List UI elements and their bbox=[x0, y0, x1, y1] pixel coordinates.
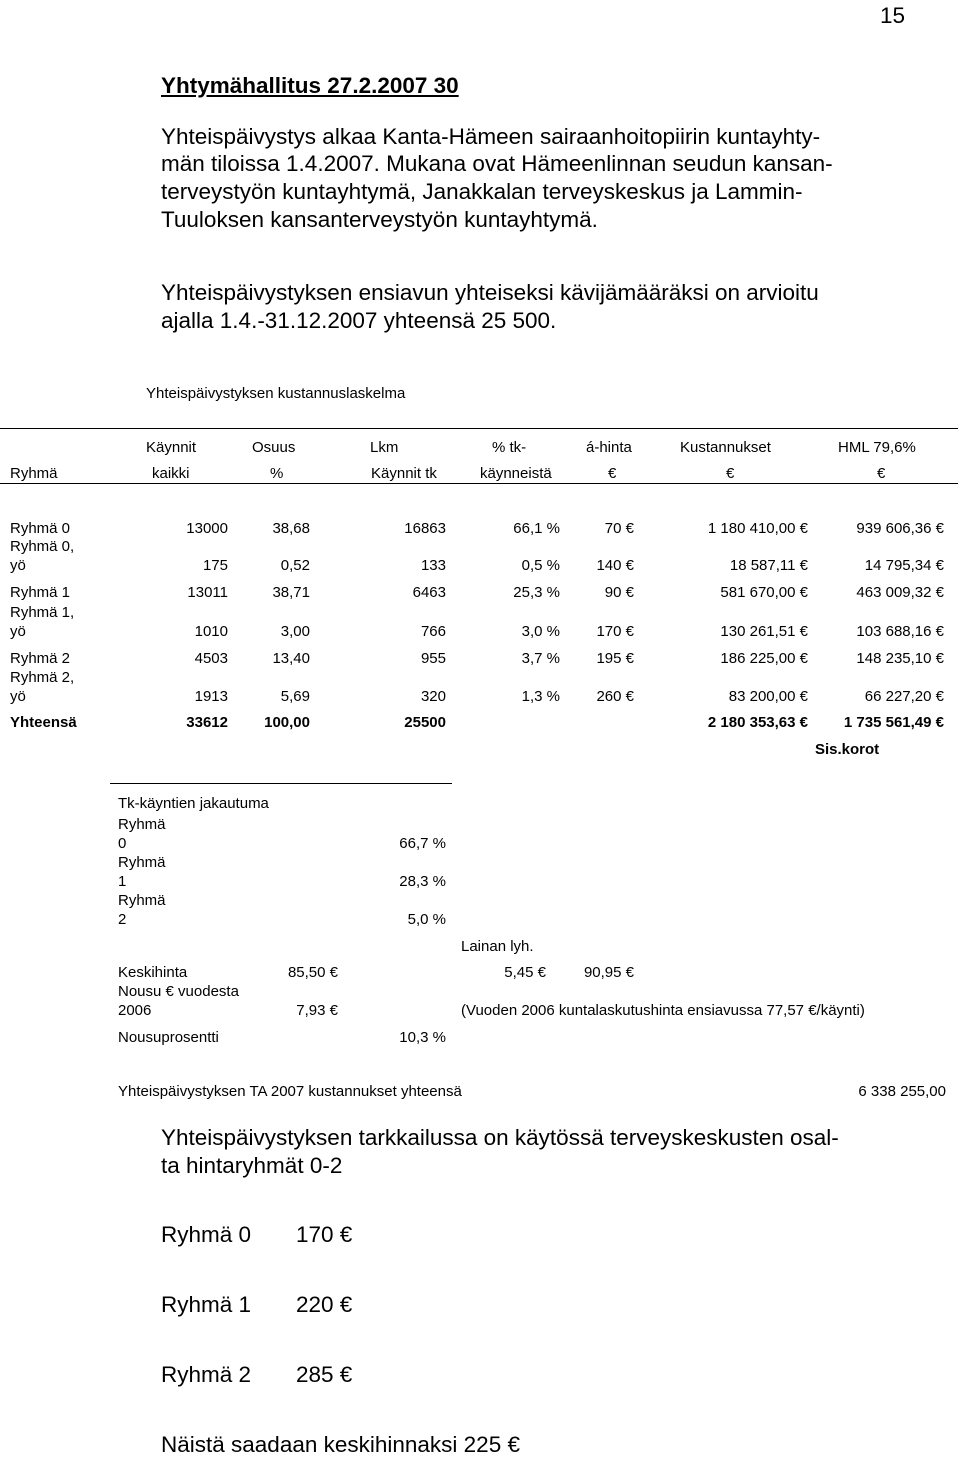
total-lkm: 25500 bbox=[404, 714, 446, 731]
cell-kustannukset: 83 200,00 € bbox=[728, 688, 808, 705]
price-group-label: Ryhmä 1 bbox=[161, 1292, 252, 1317]
cell-pct: 3,7 % bbox=[521, 650, 560, 667]
price-group-value: 220 € bbox=[296, 1292, 353, 1317]
total-kustannukset: 2 180 353,63 € bbox=[707, 714, 808, 731]
sis-korot-note: Sis.korot bbox=[815, 741, 880, 758]
cell-ahinta: 70 € bbox=[604, 520, 634, 537]
col-header: Osuus bbox=[252, 439, 296, 456]
tk-group-label: Ryhmä bbox=[118, 892, 166, 909]
cell-ahinta: 90 € bbox=[604, 584, 634, 601]
col-header: % bbox=[270, 465, 284, 482]
price-group-label: Ryhmä 0 bbox=[161, 1222, 252, 1247]
paragraph-line: Yhteispäivystyksen ensiavun yhteiseksi kävijämääräksi on arvioitu bbox=[161, 280, 819, 305]
col-header: Käynnit bbox=[146, 439, 197, 456]
cell-hml: 463 009,32 € bbox=[856, 584, 944, 601]
cell-lkm: 766 bbox=[420, 623, 446, 640]
total-hml: 1 735 561,49 € bbox=[843, 714, 944, 731]
cell-hml: 66 227,20 € bbox=[864, 688, 944, 705]
cell-osuus: 5,69 bbox=[280, 688, 310, 705]
col-header: á-hinta bbox=[586, 439, 632, 456]
nousuprosentti-label: Nousuprosentti bbox=[118, 1029, 219, 1046]
cell-kaynnit: 1913 bbox=[194, 688, 228, 705]
row-label: Ryhmä 0, bbox=[10, 538, 75, 555]
row-label-sub: yö bbox=[10, 623, 26, 640]
cell-osuus: 38,71 bbox=[272, 584, 310, 601]
price-group-label: Ryhmä 2 bbox=[161, 1362, 252, 1387]
price-group-value: 285 € bbox=[296, 1362, 353, 1387]
row-label-sub: yö bbox=[10, 688, 26, 705]
paragraph-line: Yhteispäivystys alkaa Kanta-Hämeen sairaanhoitopiirin kuntayhty- bbox=[161, 124, 821, 149]
table-title: Yhteispäivystyksen kustannuslaskelma bbox=[146, 385, 406, 402]
cell-pct: 3,0 % bbox=[521, 623, 560, 640]
row-label: Ryhmä 1, bbox=[10, 604, 75, 621]
col-header: Ryhmä bbox=[10, 465, 58, 482]
col-header: käynneistä bbox=[480, 465, 552, 482]
keskihinta-label: Keskihinta bbox=[118, 964, 188, 981]
keskihinta-total: 90,95 € bbox=[583, 964, 634, 981]
cell-kaynnit: 13000 bbox=[186, 520, 228, 537]
col-header: kaikki bbox=[152, 465, 190, 482]
cell-kustannukset: 581 670,00 € bbox=[720, 584, 808, 601]
cell-pct: 0,5 % bbox=[521, 557, 560, 574]
row-label: Ryhmä 2, bbox=[10, 669, 75, 686]
total-osuus: 100,00 bbox=[264, 714, 310, 731]
cell-hml: 148 235,10 € bbox=[856, 650, 944, 667]
paragraph-line: ajalla 1.4.-31.12.2007 yhteensä 25 500. bbox=[161, 308, 557, 333]
row-label: Ryhmä 1 bbox=[10, 584, 71, 601]
tk-group-value: 66,7 % bbox=[399, 835, 446, 852]
page-heading: Yhtymähallitus 27.2.2007 30 bbox=[161, 73, 459, 98]
nousu-note: (Vuoden 2006 kuntalaskutushinta ensiavussa 77,57 €/käynti) bbox=[461, 1002, 865, 1019]
cell-pct: 1,3 % bbox=[521, 688, 560, 705]
final-line: Näistä saadaan keskihinnaksi 225 € bbox=[161, 1432, 520, 1457]
paragraph-line: Tuuloksen kansanterveystyön kuntayhtymä. bbox=[161, 207, 598, 232]
euro-sign: € bbox=[726, 465, 735, 482]
nousu-value: 7,93 € bbox=[296, 1002, 338, 1019]
col-header: Kustannukset bbox=[680, 439, 771, 456]
tk-group-value: 5,0 % bbox=[407, 911, 446, 928]
row-label-sub: yö bbox=[10, 557, 26, 574]
tk-group-label: 0 bbox=[118, 835, 127, 852]
tk-group-label: 1 bbox=[118, 873, 127, 890]
col-header: % tk- bbox=[492, 439, 527, 456]
cell-lkm: 133 bbox=[420, 557, 446, 574]
nousu-label: Nousu € vuodesta bbox=[118, 983, 239, 1000]
col-header: Lkm bbox=[370, 439, 399, 456]
row-label: Ryhmä 2 bbox=[10, 650, 71, 667]
cell-kaynnit: 4503 bbox=[194, 650, 228, 667]
lainan-value: 5,45 € bbox=[504, 964, 546, 981]
cell-kustannukset: 130 261,51 € bbox=[720, 623, 808, 640]
paragraph-line: Yhteispäivystyksen tarkkailussa on käytössä terveyskeskusten osal- bbox=[161, 1125, 839, 1150]
total-label: Yhteensä bbox=[10, 714, 77, 731]
row-label: Ryhmä 0 bbox=[10, 520, 71, 537]
paragraph-line: terveystyön kuntayhtymä, Janakkalan terveyskeskus ja Lammin- bbox=[161, 179, 803, 204]
cell-osuus: 38,68 bbox=[272, 520, 310, 537]
cell-lkm: 955 bbox=[420, 650, 446, 667]
cell-osuus: 0,52 bbox=[280, 557, 310, 574]
tk-group-label: 2 bbox=[118, 911, 127, 928]
cell-kaynnit: 175 bbox=[202, 557, 228, 574]
paragraph-line: män tiloissa 1.4.2007. Mukana ovat Hämeenlinnan seudun kansan- bbox=[161, 151, 833, 176]
cell-ahinta: 140 € bbox=[596, 557, 634, 574]
cell-kaynnit: 1010 bbox=[194, 623, 228, 640]
tk-group-label: Ryhmä bbox=[118, 816, 166, 833]
cell-hml: 103 688,16 € bbox=[856, 623, 944, 640]
total-kaynnit: 33612 bbox=[186, 714, 228, 731]
page-number: 15 bbox=[880, 3, 906, 28]
table-header-rule bbox=[0, 483, 958, 484]
paragraph-line: ta hintaryhmät 0-2 bbox=[161, 1153, 343, 1178]
cell-ahinta: 260 € bbox=[596, 688, 634, 705]
cell-pct: 66,1 % bbox=[513, 520, 560, 537]
cell-lkm: 6463 bbox=[412, 584, 446, 601]
cell-kustannukset: 18 587,11 € bbox=[729, 557, 808, 574]
tk-group-value: 28,3 % bbox=[399, 873, 446, 890]
euro-sign: € bbox=[608, 465, 617, 482]
ta-value: 6 338 255,00 bbox=[858, 1083, 946, 1100]
tk-title: Tk-käyntien jakautuma bbox=[118, 795, 269, 812]
cell-kaynnit: 13011 bbox=[187, 584, 228, 601]
cell-ahinta: 195 € bbox=[596, 650, 634, 667]
tk-box-rule bbox=[110, 783, 452, 784]
cell-hml: 14 795,34 € bbox=[864, 557, 944, 574]
cell-kustannukset: 186 225,00 € bbox=[720, 650, 808, 667]
cell-lkm: 16863 bbox=[404, 520, 446, 537]
lainan-label: Lainan lyh. bbox=[461, 938, 534, 955]
ta-label: Yhteispäivystyksen TA 2007 kustannukset yhteensä bbox=[118, 1083, 462, 1100]
col-header: Käynnit tk bbox=[371, 465, 437, 482]
cell-osuus: 3,00 bbox=[280, 623, 310, 640]
cell-kustannukset: 1 180 410,00 € bbox=[707, 520, 808, 537]
price-group-value: 170 € bbox=[296, 1222, 353, 1247]
tk-group-label: Ryhmä bbox=[118, 854, 166, 871]
cell-pct: 25,3 % bbox=[513, 584, 560, 601]
cell-lkm: 320 bbox=[420, 688, 446, 705]
euro-sign: € bbox=[877, 465, 886, 482]
table-top-rule bbox=[0, 428, 958, 429]
nousu-label: 2006 bbox=[118, 1002, 152, 1019]
cell-osuus: 13,40 bbox=[272, 650, 310, 667]
col-header: HML 79,6% bbox=[838, 439, 916, 456]
cell-hml: 939 606,36 € bbox=[856, 520, 944, 537]
nousuprosentti-value: 10,3 % bbox=[399, 1029, 446, 1046]
cell-ahinta: 170 € bbox=[596, 623, 634, 640]
keskihinta-value: 85,50 € bbox=[287, 964, 338, 981]
